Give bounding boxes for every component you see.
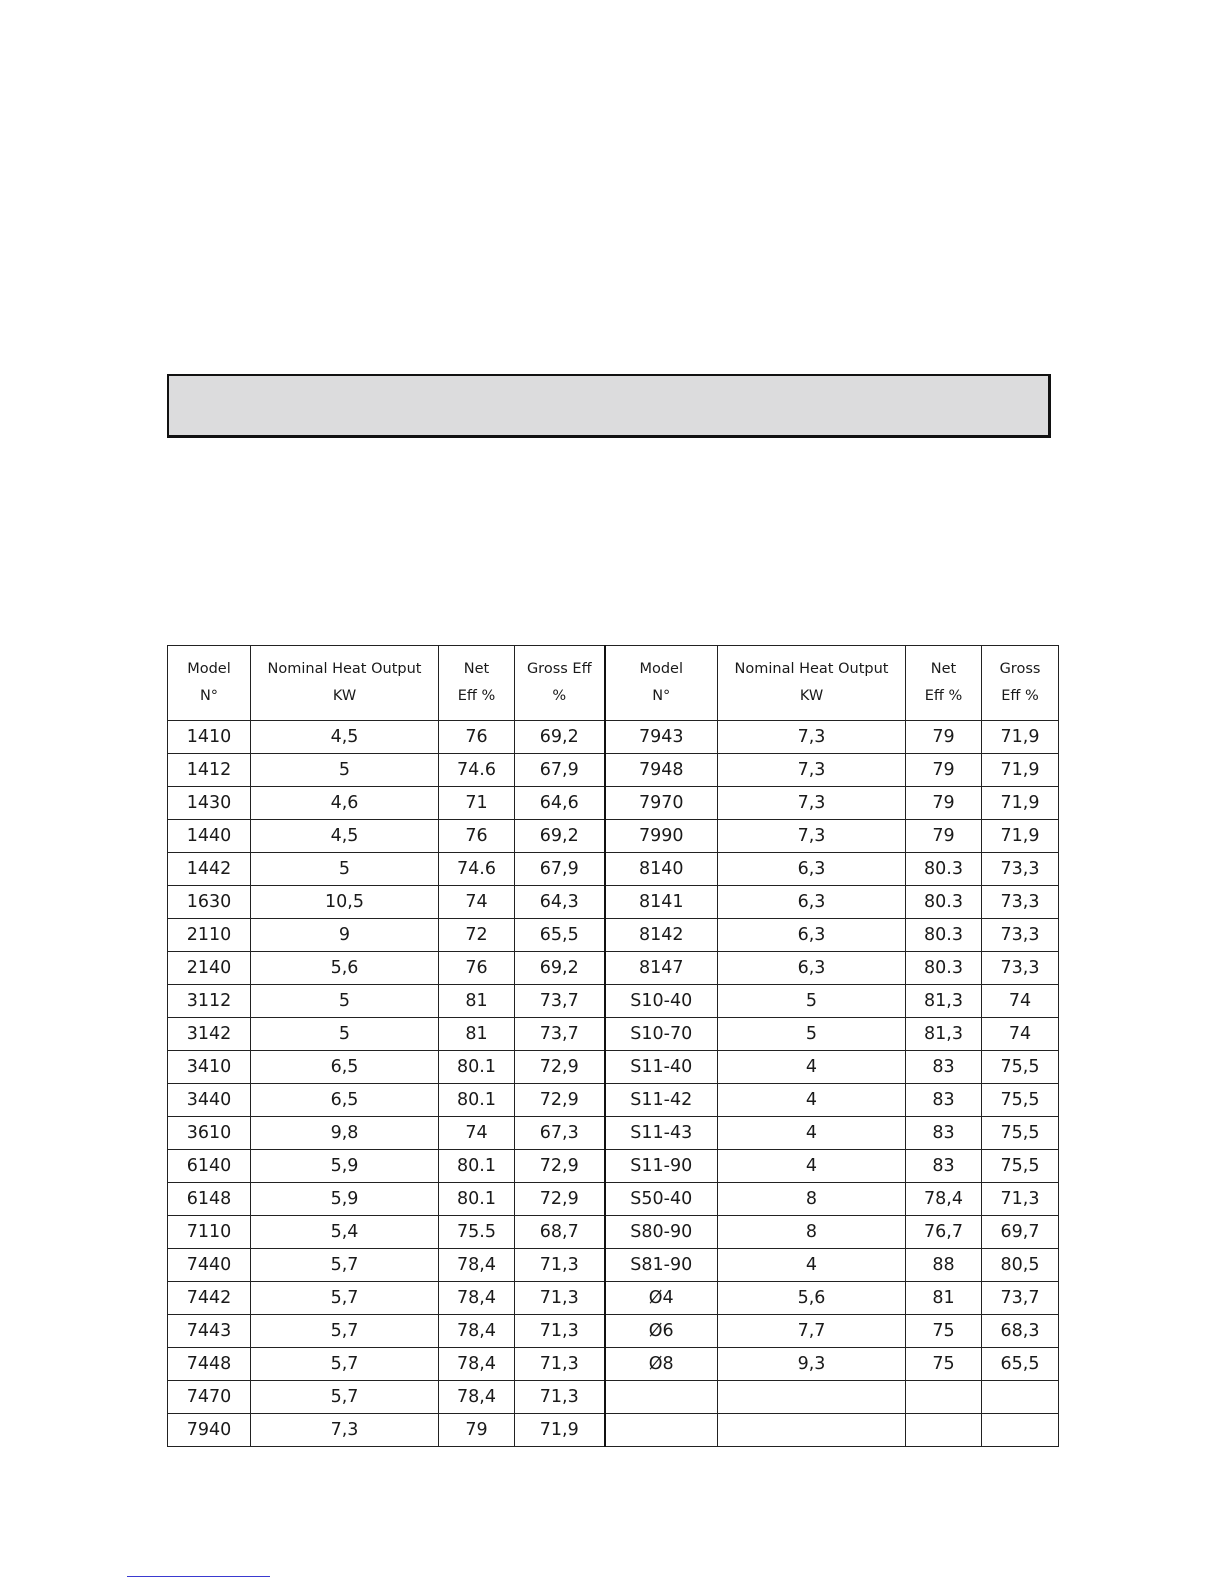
table-row bbox=[168, 886, 1059, 919]
table-body bbox=[168, 721, 1059, 1447]
cell-net-eff-right: 78,4 bbox=[906, 1183, 982, 1216]
cell-output-left: 5 bbox=[251, 853, 439, 886]
cell-model-left: 3112 bbox=[168, 985, 251, 1018]
cell-output-left: 6,5 bbox=[251, 1051, 439, 1084]
table-row bbox=[168, 1249, 1059, 1282]
cell-output-right: 4 bbox=[718, 1051, 906, 1084]
section-banner bbox=[167, 374, 1051, 438]
cell-output-left: 5,4 bbox=[251, 1216, 439, 1249]
cell-gross-eff-left: 72,9 bbox=[515, 1183, 605, 1216]
cell-model-left: 1410 bbox=[168, 721, 251, 754]
cell-gross-eff-right: 65,5 bbox=[982, 1348, 1059, 1381]
table-row bbox=[168, 1183, 1059, 1216]
header-gross-eff-right: Gross Eff % bbox=[982, 646, 1059, 721]
cell-gross-eff-left: 71,3 bbox=[515, 1249, 605, 1282]
cell-net-eff-right: 79 bbox=[906, 721, 982, 754]
cell-gross-eff-right: 69,7 bbox=[982, 1216, 1059, 1249]
header-output-left: Nominal Heat Output KW bbox=[251, 646, 439, 721]
cell-output-right: 4 bbox=[718, 1150, 906, 1183]
cell-net-eff-right: 81 bbox=[906, 1282, 982, 1315]
cell-output-left: 6,5 bbox=[251, 1084, 439, 1117]
cell-net-eff-right: 88 bbox=[906, 1249, 982, 1282]
cell-model-left: 1442 bbox=[168, 853, 251, 886]
cell-model-left: 3142 bbox=[168, 1018, 251, 1051]
cell-net-eff-right: 80.3 bbox=[906, 853, 982, 886]
cell-net-eff-right: 79 bbox=[906, 787, 982, 820]
cell-model-right: S11-42 bbox=[605, 1084, 718, 1117]
cell-output-left: 5 bbox=[251, 985, 439, 1018]
cell-output-left: 9,8 bbox=[251, 1117, 439, 1150]
cell-model-left: 7110 bbox=[168, 1216, 251, 1249]
cell-net-eff-right: 76,7 bbox=[906, 1216, 982, 1249]
cell-model-left: 7940 bbox=[168, 1414, 251, 1447]
cell-gross-eff-right: 80,5 bbox=[982, 1249, 1059, 1282]
table-row bbox=[168, 1117, 1059, 1150]
cell-output-right: 8 bbox=[718, 1183, 906, 1216]
cell-net-eff-left: 80.1 bbox=[439, 1084, 515, 1117]
cell-output-left: 5,9 bbox=[251, 1150, 439, 1183]
cell-net-eff-right: 83 bbox=[906, 1084, 982, 1117]
table-row bbox=[168, 919, 1059, 952]
cell-model-right: S11-90 bbox=[605, 1150, 718, 1183]
cell-output-right: 8 bbox=[718, 1216, 906, 1249]
header-model-left: Model N° bbox=[168, 646, 251, 721]
cell-gross-eff-right: 75,5 bbox=[982, 1150, 1059, 1183]
cell-output-right: 4 bbox=[718, 1084, 906, 1117]
cell-output-left: 5,7 bbox=[251, 1348, 439, 1381]
cell-net-eff-right: 83 bbox=[906, 1117, 982, 1150]
cell-net-eff-left: 76 bbox=[439, 820, 515, 853]
cell-output-right: 7,7 bbox=[718, 1315, 906, 1348]
cell-model-right: 8140 bbox=[605, 853, 718, 886]
cell-model-left: 2110 bbox=[168, 919, 251, 952]
cell-gross-eff-left: 73,7 bbox=[515, 1018, 605, 1051]
cell-model-right: 7948 bbox=[605, 754, 718, 787]
cell-model-right bbox=[605, 1414, 718, 1447]
cell-net-eff-right: 80.3 bbox=[906, 952, 982, 985]
cell-output-right: 7,3 bbox=[718, 721, 906, 754]
table-row bbox=[168, 985, 1059, 1018]
cell-gross-eff-right: 71,3 bbox=[982, 1183, 1059, 1216]
cell-gross-eff-left: 68,7 bbox=[515, 1216, 605, 1249]
cell-model-left: 7443 bbox=[168, 1315, 251, 1348]
cell-gross-eff-right: 74 bbox=[982, 985, 1059, 1018]
cell-output-right: 4 bbox=[718, 1249, 906, 1282]
cell-model-right: S11-40 bbox=[605, 1051, 718, 1084]
cell-gross-eff-left: 64,3 bbox=[515, 886, 605, 919]
table-row bbox=[168, 754, 1059, 787]
cell-gross-eff-right: 71,9 bbox=[982, 754, 1059, 787]
cell-gross-eff-left: 67,3 bbox=[515, 1117, 605, 1150]
cell-net-eff-left: 78,4 bbox=[439, 1249, 515, 1282]
cell-model-right: S50-40 bbox=[605, 1183, 718, 1216]
cell-model-left: 2140 bbox=[168, 952, 251, 985]
cell-model-right: S81-90 bbox=[605, 1249, 718, 1282]
cell-gross-eff-left: 72,9 bbox=[515, 1150, 605, 1183]
header-net-eff-left: Net Eff % bbox=[439, 646, 515, 721]
cell-output-left: 7,3 bbox=[251, 1414, 439, 1447]
cell-net-eff-right: 75 bbox=[906, 1315, 982, 1348]
cell-model-left: 7440 bbox=[168, 1249, 251, 1282]
cell-output-right bbox=[718, 1381, 906, 1414]
cell-model-left: 1430 bbox=[168, 787, 251, 820]
cell-net-eff-right bbox=[906, 1381, 982, 1414]
cell-net-eff-left: 75.5 bbox=[439, 1216, 515, 1249]
cell-net-eff-right bbox=[906, 1414, 982, 1447]
cell-model-right: S10-70 bbox=[605, 1018, 718, 1051]
cell-gross-eff-right bbox=[982, 1381, 1059, 1414]
cell-gross-eff-left: 69,2 bbox=[515, 952, 605, 985]
cell-net-eff-left: 79 bbox=[439, 1414, 515, 1447]
cell-model-right: 7990 bbox=[605, 820, 718, 853]
cell-output-right: 6,3 bbox=[718, 886, 906, 919]
cell-output-left: 4,5 bbox=[251, 820, 439, 853]
cell-gross-eff-right: 75,5 bbox=[982, 1117, 1059, 1150]
cell-model-right: 7970 bbox=[605, 787, 718, 820]
cell-model-right bbox=[605, 1381, 718, 1414]
cell-model-left: 1440 bbox=[168, 820, 251, 853]
efficiency-table-container bbox=[167, 645, 1059, 1447]
cell-gross-eff-right: 75,5 bbox=[982, 1051, 1059, 1084]
cell-model-right: Ø4 bbox=[605, 1282, 718, 1315]
cell-net-eff-right: 81,3 bbox=[906, 985, 982, 1018]
table-row bbox=[168, 1084, 1059, 1117]
cell-gross-eff-right: 73,3 bbox=[982, 919, 1059, 952]
cell-net-eff-right: 75 bbox=[906, 1348, 982, 1381]
cell-net-eff-left: 78,4 bbox=[439, 1282, 515, 1315]
cell-gross-eff-left: 67,9 bbox=[515, 754, 605, 787]
cell-output-left: 5,7 bbox=[251, 1381, 439, 1414]
table-row bbox=[168, 952, 1059, 985]
cell-gross-eff-left: 65,5 bbox=[515, 919, 605, 952]
cell-net-eff-left: 78,4 bbox=[439, 1381, 515, 1414]
cell-net-eff-right: 79 bbox=[906, 754, 982, 787]
cell-output-left: 5 bbox=[251, 754, 439, 787]
cell-model-left: 7442 bbox=[168, 1282, 251, 1315]
cell-net-eff-left: 76 bbox=[439, 721, 515, 754]
cell-net-eff-left: 80.1 bbox=[439, 1150, 515, 1183]
cell-net-eff-right: 79 bbox=[906, 820, 982, 853]
cell-gross-eff-right: 73,3 bbox=[982, 853, 1059, 886]
cell-output-left: 5,7 bbox=[251, 1282, 439, 1315]
cell-output-right: 6,3 bbox=[718, 919, 906, 952]
cell-output-right: 5 bbox=[718, 1018, 906, 1051]
cell-output-right: 7,3 bbox=[718, 754, 906, 787]
cell-gross-eff-left: 71,3 bbox=[515, 1282, 605, 1315]
table-row bbox=[168, 1282, 1059, 1315]
cell-net-eff-right: 80.3 bbox=[906, 886, 982, 919]
cell-gross-eff-left: 67,9 bbox=[515, 853, 605, 886]
cell-model-right: S10-40 bbox=[605, 985, 718, 1018]
cell-net-eff-left: 74 bbox=[439, 1117, 515, 1150]
table-header-row bbox=[168, 646, 1059, 721]
cell-output-right: 9,3 bbox=[718, 1348, 906, 1381]
cell-gross-eff-left: 71,3 bbox=[515, 1348, 605, 1381]
cell-gross-eff-left: 69,2 bbox=[515, 721, 605, 754]
cell-output-right: 4 bbox=[718, 1117, 906, 1150]
cell-model-left: 3410 bbox=[168, 1051, 251, 1084]
cell-model-right: S11-43 bbox=[605, 1117, 718, 1150]
cell-output-right: 7,3 bbox=[718, 820, 906, 853]
cell-output-left: 4,5 bbox=[251, 721, 439, 754]
header-net-eff-right: Net Eff % bbox=[906, 646, 982, 721]
table-row bbox=[168, 787, 1059, 820]
cell-output-left: 5,7 bbox=[251, 1315, 439, 1348]
cell-net-eff-right: 83 bbox=[906, 1051, 982, 1084]
cell-gross-eff-right bbox=[982, 1414, 1059, 1447]
header-output-right: Nominal Heat Output KW bbox=[718, 646, 906, 721]
cell-gross-eff-right: 74 bbox=[982, 1018, 1059, 1051]
cell-model-left: 6148 bbox=[168, 1183, 251, 1216]
cell-output-left: 9 bbox=[251, 919, 439, 952]
table-row bbox=[168, 820, 1059, 853]
cell-model-left: 7448 bbox=[168, 1348, 251, 1381]
table-row bbox=[168, 1018, 1059, 1051]
header-gross-eff-left: Gross Eff % bbox=[515, 646, 605, 721]
cell-net-eff-left: 80.1 bbox=[439, 1183, 515, 1216]
cell-output-left: 5,7 bbox=[251, 1249, 439, 1282]
cell-output-right: 6,3 bbox=[718, 952, 906, 985]
cell-model-right: 8141 bbox=[605, 886, 718, 919]
cell-net-eff-left: 80.1 bbox=[439, 1051, 515, 1084]
cell-output-right: 6,3 bbox=[718, 853, 906, 886]
cell-model-right: S80-90 bbox=[605, 1216, 718, 1249]
cell-gross-eff-left: 72,9 bbox=[515, 1084, 605, 1117]
cell-model-right: Ø8 bbox=[605, 1348, 718, 1381]
cell-net-eff-left: 71 bbox=[439, 787, 515, 820]
cell-output-right: 5 bbox=[718, 985, 906, 1018]
header-model-right: Model N° bbox=[605, 646, 718, 721]
cell-gross-eff-right: 75,5 bbox=[982, 1084, 1059, 1117]
cell-net-eff-left: 81 bbox=[439, 985, 515, 1018]
cell-net-eff-right: 81,3 bbox=[906, 1018, 982, 1051]
cell-gross-eff-left: 73,7 bbox=[515, 985, 605, 1018]
table-row bbox=[168, 853, 1059, 886]
cell-net-eff-left: 76 bbox=[439, 952, 515, 985]
cell-model-right: Ø6 bbox=[605, 1315, 718, 1348]
cell-net-eff-left: 72 bbox=[439, 919, 515, 952]
cell-model-left: 1630 bbox=[168, 886, 251, 919]
cell-gross-eff-left: 71,9 bbox=[515, 1414, 605, 1447]
cell-gross-eff-right: 73,3 bbox=[982, 952, 1059, 985]
efficiency-table bbox=[167, 645, 1059, 1447]
cell-output-right: 5,6 bbox=[718, 1282, 906, 1315]
cell-net-eff-left: 74 bbox=[439, 886, 515, 919]
cell-net-eff-left: 81 bbox=[439, 1018, 515, 1051]
cell-model-left: 3440 bbox=[168, 1084, 251, 1117]
cell-model-right: 8147 bbox=[605, 952, 718, 985]
cell-net-eff-left: 74.6 bbox=[439, 754, 515, 787]
cell-gross-eff-left: 71,3 bbox=[515, 1315, 605, 1348]
cell-model-right: 7943 bbox=[605, 721, 718, 754]
cell-output-left: 5,6 bbox=[251, 952, 439, 985]
footer-rule bbox=[127, 1576, 270, 1577]
cell-gross-eff-right: 73,3 bbox=[982, 886, 1059, 919]
cell-net-eff-right: 80.3 bbox=[906, 919, 982, 952]
cell-net-eff-left: 78,4 bbox=[439, 1348, 515, 1381]
cell-model-left: 3610 bbox=[168, 1117, 251, 1150]
table-row bbox=[168, 1414, 1059, 1447]
cell-gross-eff-left: 69,2 bbox=[515, 820, 605, 853]
table-row bbox=[168, 1381, 1059, 1414]
table-row bbox=[168, 1348, 1059, 1381]
table-row bbox=[168, 1216, 1059, 1249]
cell-gross-eff-right: 68,3 bbox=[982, 1315, 1059, 1348]
cell-net-eff-left: 78,4 bbox=[439, 1315, 515, 1348]
table-row bbox=[168, 1315, 1059, 1348]
table-row bbox=[168, 1051, 1059, 1084]
table-row bbox=[168, 1150, 1059, 1183]
cell-output-left: 10,5 bbox=[251, 886, 439, 919]
cell-gross-eff-right: 71,9 bbox=[982, 820, 1059, 853]
cell-model-right: 8142 bbox=[605, 919, 718, 952]
cell-gross-eff-right: 71,9 bbox=[982, 721, 1059, 754]
cell-output-right: 7,3 bbox=[718, 787, 906, 820]
cell-gross-eff-right: 73,7 bbox=[982, 1282, 1059, 1315]
cell-gross-eff-left: 71,3 bbox=[515, 1381, 605, 1414]
cell-output-right bbox=[718, 1414, 906, 1447]
cell-output-left: 5 bbox=[251, 1018, 439, 1051]
cell-output-left: 5,9 bbox=[251, 1183, 439, 1216]
cell-net-eff-right: 83 bbox=[906, 1150, 982, 1183]
cell-model-left: 1412 bbox=[168, 754, 251, 787]
cell-output-left: 4,6 bbox=[251, 787, 439, 820]
cell-gross-eff-right: 71,9 bbox=[982, 787, 1059, 820]
cell-model-left: 7470 bbox=[168, 1381, 251, 1414]
cell-model-left: 6140 bbox=[168, 1150, 251, 1183]
table-row bbox=[168, 721, 1059, 754]
cell-gross-eff-left: 72,9 bbox=[515, 1051, 605, 1084]
cell-net-eff-left: 74.6 bbox=[439, 853, 515, 886]
cell-gross-eff-left: 64,6 bbox=[515, 787, 605, 820]
